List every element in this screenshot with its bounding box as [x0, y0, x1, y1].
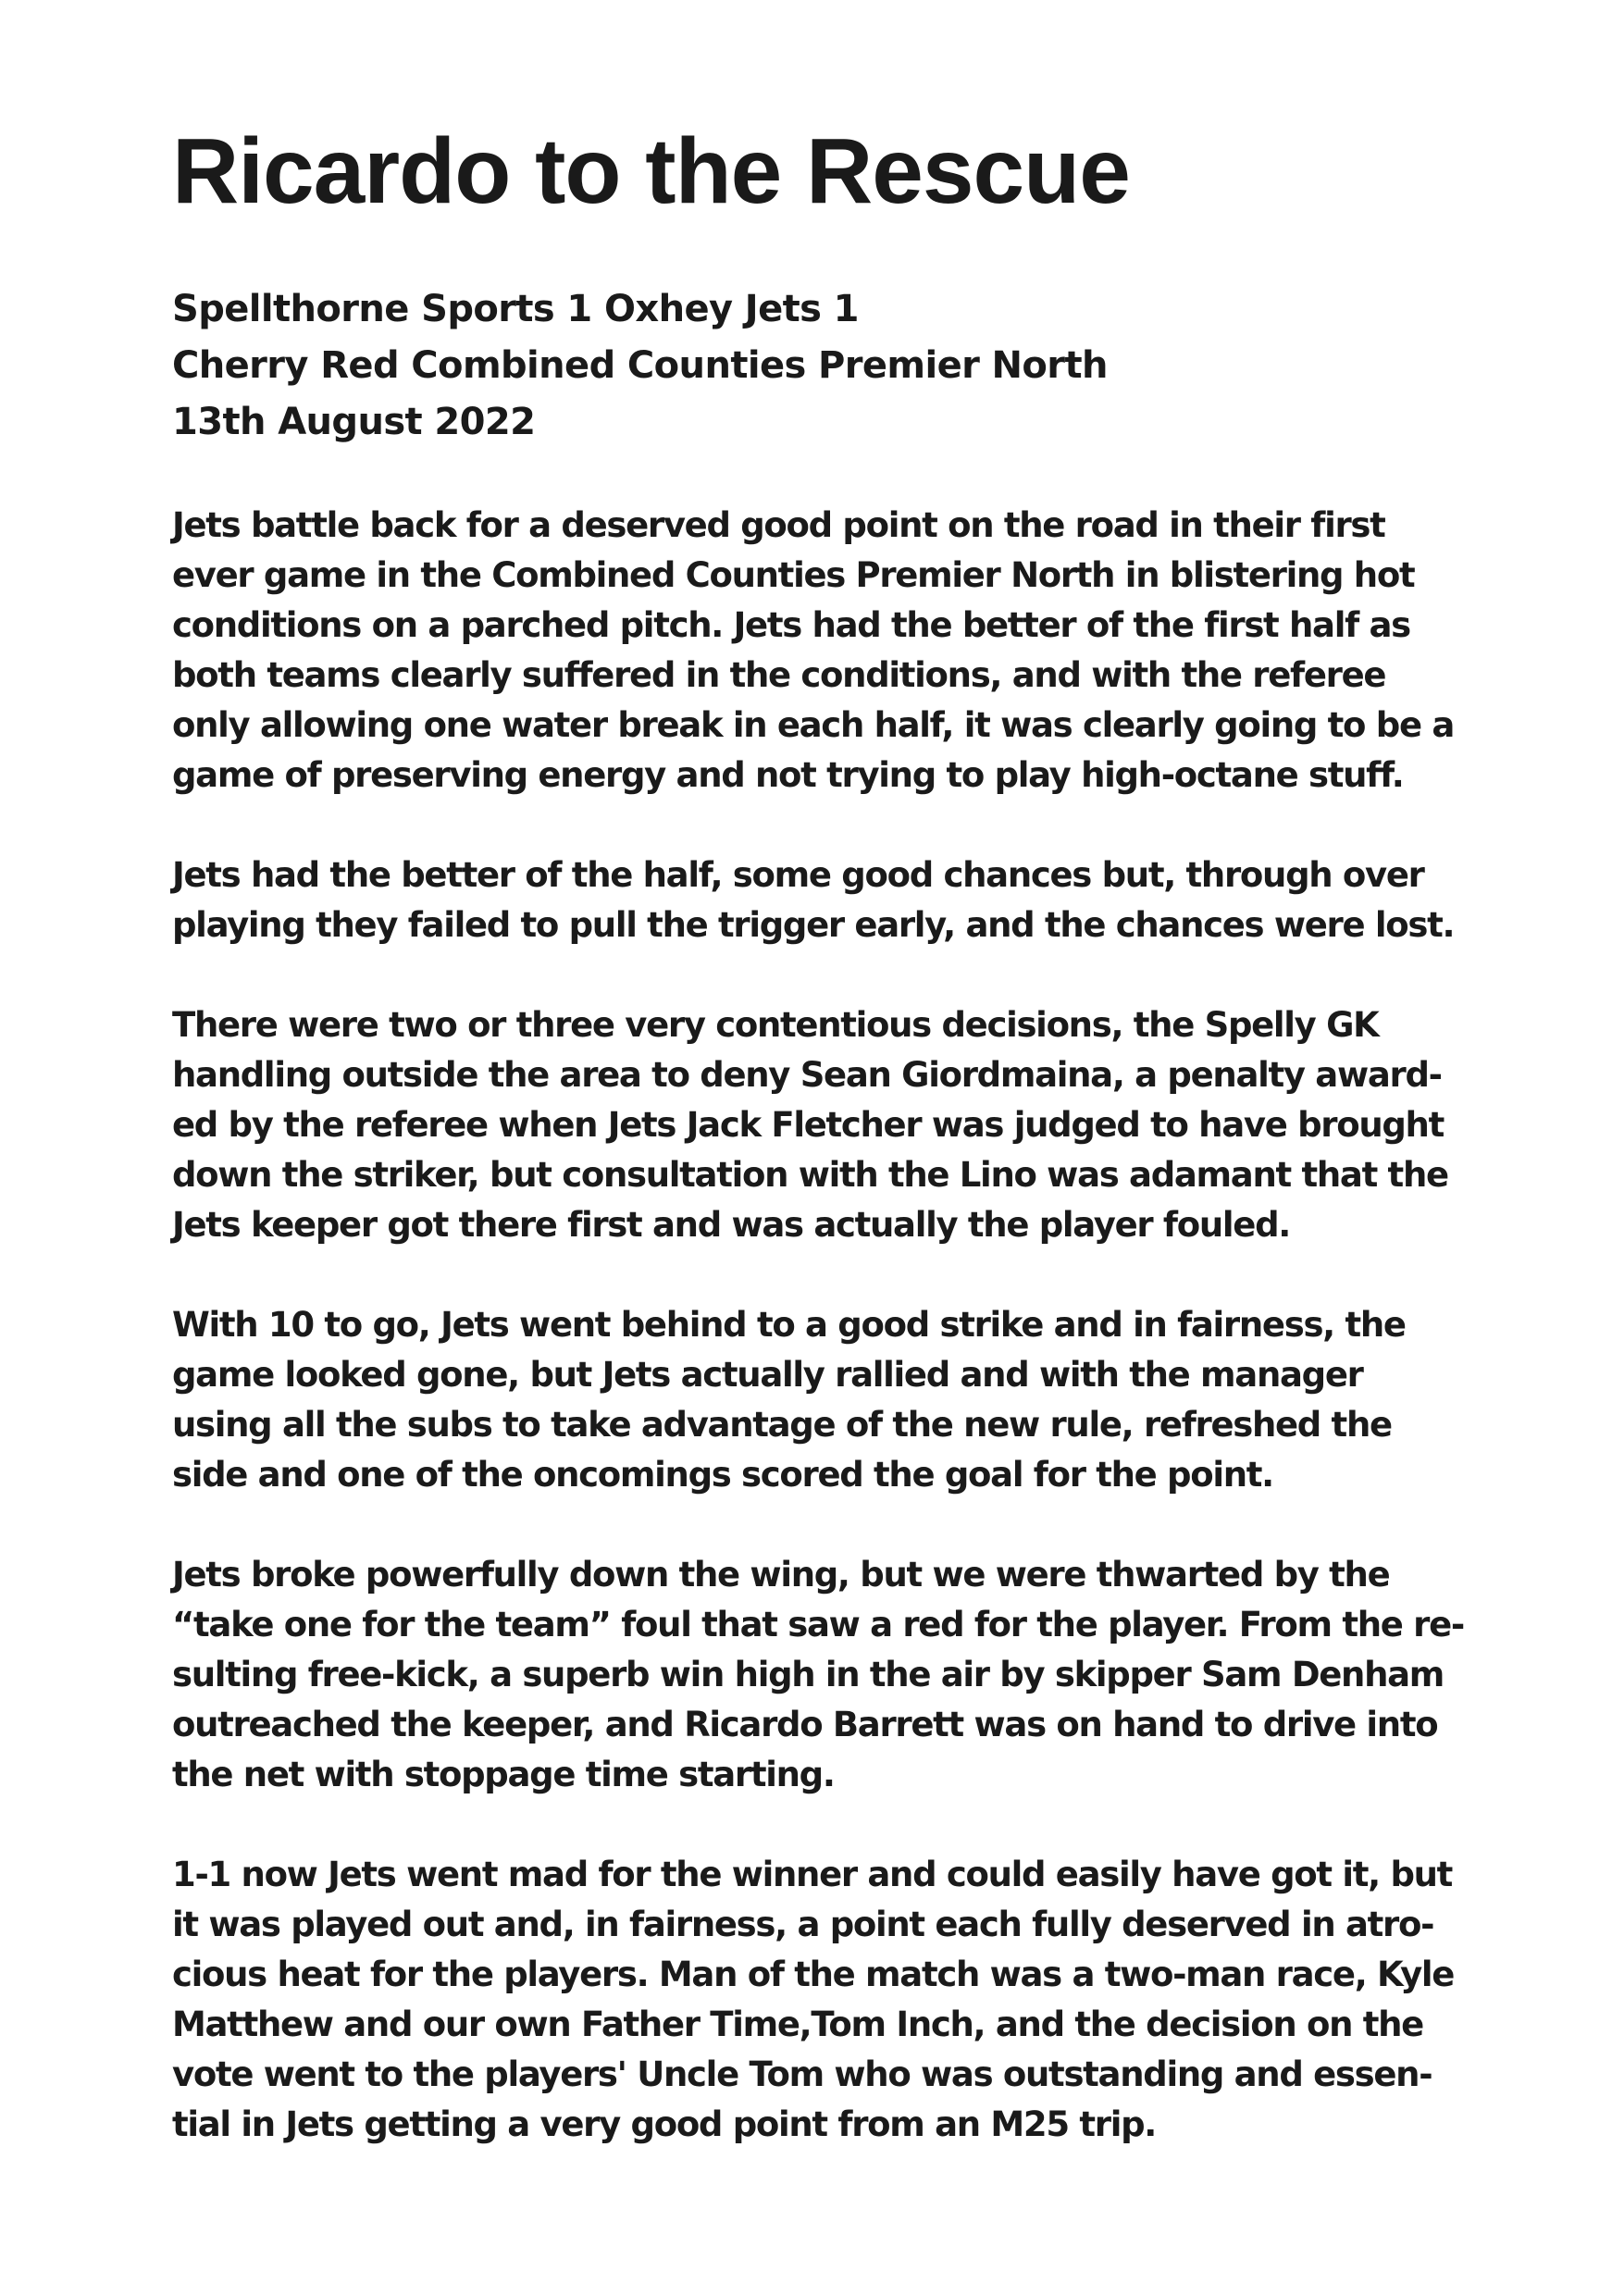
text-line: “take one for the team” foul that saw a red for the player. From the re- [172, 1605, 1464, 1644]
text-line: game looked gone, but Jets actually rallied and with the manager [172, 1355, 1363, 1395]
text-line: ed by the referee when Jets Jack Fletcher was judged to have brought [172, 1105, 1444, 1145]
text-line: Jets broke powerfully down the wing, but we were thwarted by the [172, 1555, 1390, 1595]
match-details [172, 281, 1468, 451]
article-body [172, 501, 1468, 2150]
paragraph-4 [172, 1300, 1468, 1500]
paragraph-2 [172, 850, 1468, 950]
article-title: Ricardo to the Rescue [172, 119, 1130, 223]
text-line: side and one of the oncomings scored the goal for the point. [172, 1455, 1273, 1495]
text-line: Jets battle back for a deserved good point on the road in their first [172, 505, 1385, 545]
text-line: Matthew and our own Father Time,Tom Inch, and the decision on the [172, 2004, 1423, 2044]
text-line: handling outside the area to deny Sean Giordmaina, a penalty award- [172, 1055, 1442, 1095]
text-line: sulting free-kick, a superb win high in the air by skipper Sam Denham [172, 1655, 1445, 1694]
text-line: playing they failed to pull the trigger early, and the chances were lost. [172, 905, 1455, 945]
text-line: only allowing one water break in each half, it was clearly going to be a [172, 705, 1454, 745]
text-line: down the striker, but consultation with the Lino was adamant that the [172, 1155, 1448, 1195]
text-line: ever game in the Combined Counties Premier North in blistering hot [172, 555, 1415, 595]
text-line: vote went to the players' Uncle Tom who was outstanding and essen- [172, 2054, 1432, 2094]
text-line: the net with stoppage time starting. [172, 1755, 835, 1794]
paragraph-6 [172, 1850, 1468, 2150]
paragraph-3 [172, 1000, 1468, 1250]
text-line: it was played out and, in fairness, a point each fully deserved in atro- [172, 1905, 1434, 1944]
text-line: With 10 to go, Jets went behind to a good strike and in fairness, the [172, 1305, 1406, 1345]
paragraph-5 [172, 1550, 1468, 1800]
text-line: both teams clearly suffered in the conditions, and with the referee [172, 655, 1386, 695]
paragraph-1 [172, 501, 1468, 800]
text-line: conditions on a parched pitch. Jets had the better of the first half as [172, 605, 1410, 645]
match-score: Spellthorne Sports 1 Oxhey Jets 1 [172, 288, 859, 330]
text-line: using all the subs to take advantage of the new rule, refreshed the [172, 1405, 1392, 1445]
text-line: There were two or three very contentious decisions, the Spelly GK [172, 1005, 1379, 1045]
text-line: game of preserving energy and not trying to play high-octane stuff. [172, 755, 1404, 795]
text-line: Jets had the better of the half, some good chances but, through over [172, 855, 1424, 895]
text-line: tial in Jets getting a very good point from an M25 trip. [172, 2104, 1157, 2144]
competition-name: Cherry Red Combined Counties Premier North [172, 344, 1108, 387]
article-page [172, 102, 1468, 2200]
text-line: Jets keeper got there first and was actually the player fouled. [172, 1205, 1291, 1245]
text-line: cious heat for the players. Man of the match was a two-man race, Kyle [172, 1955, 1455, 1994]
match-date: 13th August 2022 [172, 401, 536, 443]
text-line: outreached the keeper, and Ricardo Barrett was on hand to drive into [172, 1705, 1438, 1744]
text-line: 1-1 now Jets went mad for the winner and could easily have got it, but [172, 1855, 1453, 1894]
